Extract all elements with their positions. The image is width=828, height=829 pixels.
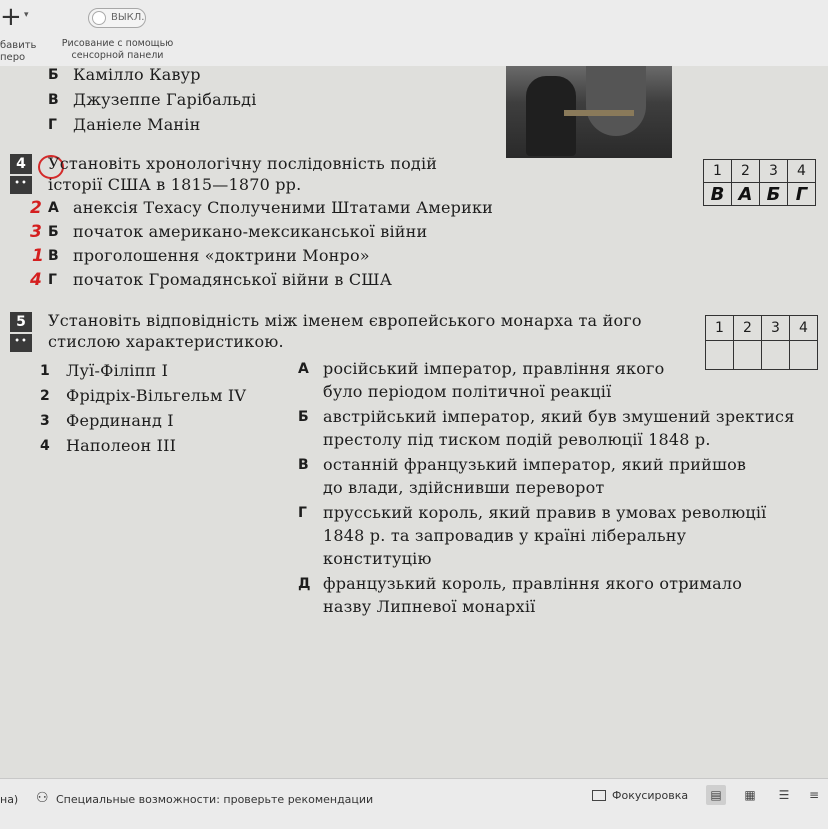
q3-option-letter: В: [48, 92, 59, 108]
q4-grid-answer-cell[interactable]: Б: [760, 183, 788, 206]
toggle-knob: [92, 11, 106, 25]
q5-monarch-name: Фрідріх-Вільгельм IV: [66, 386, 247, 405]
q5-monarch-number: 3: [40, 413, 50, 429]
q5-grid-header-cell: 4: [790, 316, 818, 341]
q4-grid-header-cell: 4: [788, 160, 816, 183]
q4-question-line1: Установіть хронологічну послідовність подій: [48, 154, 438, 173]
q5-characteristic-line: останній французький імператор, який прийшов: [323, 455, 747, 474]
q4-option-letter: Г: [48, 272, 57, 288]
q5-characteristic-line: 1848 р. та запровадив у країні ліберальну: [323, 526, 687, 545]
touch-draw-toggle[interactable]: [88, 8, 146, 28]
status-bar: [0, 778, 828, 829]
q5-characteristic-line: до влади, здійснивши переворот: [323, 478, 605, 497]
q4-option-text: анексія Техасу Сполученими Штатами Америки: [73, 198, 494, 217]
q4-option-text: початок Громадянської війни в США: [73, 270, 393, 289]
add-pen-icon[interactable]: +: [0, 2, 22, 32]
q5-monarch-number: 4: [40, 438, 50, 454]
add-pen-label[interactable]: бавить перо: [0, 40, 37, 63]
q5-monarch-name: Луї-Філіпп I: [66, 361, 169, 380]
q3-option-text: Джузеппе Гарібальді: [73, 90, 257, 109]
q3-option-text: Даніеле Манін: [73, 115, 201, 134]
touch-draw-label: Рисование с помощью сенсорной панели: [61, 38, 174, 61]
q4-grid-header-cell: 1: [704, 160, 732, 183]
q5-characteristic-line: було періодом політичної реакції: [323, 382, 612, 401]
q5-question-line2: стислою характеристикою.: [48, 332, 284, 351]
q5-characteristic-line: австрійський імператор, який був змушений зректися: [323, 407, 795, 426]
q4-grid-answer-cell[interactable]: В: [704, 183, 732, 206]
q4-option-text: початок американо-мексиканської війни: [73, 222, 428, 241]
q4-grid-answer-cell[interactable]: Г: [788, 183, 816, 206]
q5-answer-grid: [705, 315, 818, 370]
q4-grid-answer-cell[interactable]: А: [732, 183, 760, 206]
q4-option-text: проголошення «доктрини Монро»: [73, 246, 370, 265]
q4-answer-grid: [703, 159, 816, 206]
q5-monarch-number: 1: [40, 363, 50, 379]
portrait-photo: [506, 66, 672, 158]
q3-option-letter: Б: [48, 67, 59, 83]
q5-number: 5: [10, 312, 32, 332]
q4-difficulty-dots: ••: [10, 176, 32, 194]
q5-characteristic-letter: Б: [298, 409, 309, 425]
chevron-down-icon[interactable]: ▾: [24, 10, 29, 20]
q4-handwritten-order: 4: [30, 270, 42, 290]
q4-option-letter: Б: [48, 224, 59, 240]
focus-mode-button[interactable]: Фокусировка: [612, 789, 689, 802]
q4-question-line2: історії США в 1815—1870 рр.: [48, 175, 302, 194]
q5-monarch-name: Наполеон III: [66, 436, 177, 455]
q5-grid-answer-cell[interactable]: [762, 341, 790, 370]
focus-icon[interactable]: [592, 790, 606, 801]
q5-characteristic-line: престолу під тиском подій революції 1848 р.: [323, 430, 711, 449]
q5-characteristic-line: назву Липневої монархії: [323, 597, 536, 616]
q5-characteristic-line: російський імператор, правління якого: [323, 359, 665, 378]
q5-characteristic-letter: В: [298, 457, 309, 473]
q4-grid-header-cell: 3: [760, 160, 788, 183]
q5-characteristic-letter: Д: [298, 576, 311, 592]
draft-view-icon[interactable]: ≡: [808, 788, 820, 802]
q4-handwritten-order: 3: [30, 222, 42, 242]
q5-characteristic-line: прусський король, який правив в умовах революції: [323, 503, 767, 522]
q3-option-text: Камілло Кавур: [73, 65, 201, 84]
q3-option-letter: Г: [48, 117, 57, 133]
web-layout-view-icon[interactable]: ▦: [744, 788, 756, 802]
q5-grid-header-cell: 1: [706, 316, 734, 341]
q5-characteristic-letter: А: [298, 361, 309, 377]
accessibility-check-button[interactable]: Специальные возможности: проверьте рекомендации: [56, 793, 374, 806]
q4-option-letter: В: [48, 248, 59, 264]
q5-characteristic-line: конституцію: [323, 549, 432, 568]
status-language-fragment: на): [0, 793, 19, 806]
print-layout-view-icon[interactable]: ▤: [706, 785, 726, 805]
outline-view-icon[interactable]: ☰: [778, 788, 790, 802]
q5-characteristic-letter: Г: [298, 505, 307, 521]
q5-grid-answer-cell[interactable]: [734, 341, 762, 370]
accessibility-icon[interactable]: ⚇: [36, 790, 49, 806]
q5-monarch-name: Фердинанд I: [66, 411, 174, 430]
q5-difficulty-dots: ••: [10, 334, 32, 352]
q4-grid-header-cell: 2: [732, 160, 760, 183]
toggle-state-label: ВЫКЛ.: [111, 12, 145, 23]
q5-characteristic-line: французький король, правління якого отримало: [323, 574, 743, 593]
q4-handwritten-order: 1: [32, 246, 44, 266]
document-page: [0, 66, 828, 778]
q5-monarch-number: 2: [40, 388, 50, 404]
q5-grid-header-cell: 3: [762, 316, 790, 341]
ribbon: [0, 0, 828, 67]
q5-question-line1: Установіть відповідність між іменем європейського монарха та його: [48, 311, 642, 330]
q4-number: 4: [10, 154, 32, 174]
q5-grid-answer-cell[interactable]: [790, 341, 818, 370]
q5-grid-answer-cell[interactable]: [706, 341, 734, 370]
q4-option-letter: А: [48, 200, 59, 216]
q4-handwritten-order: 2: [30, 198, 42, 218]
q5-grid-header-cell: 2: [734, 316, 762, 341]
